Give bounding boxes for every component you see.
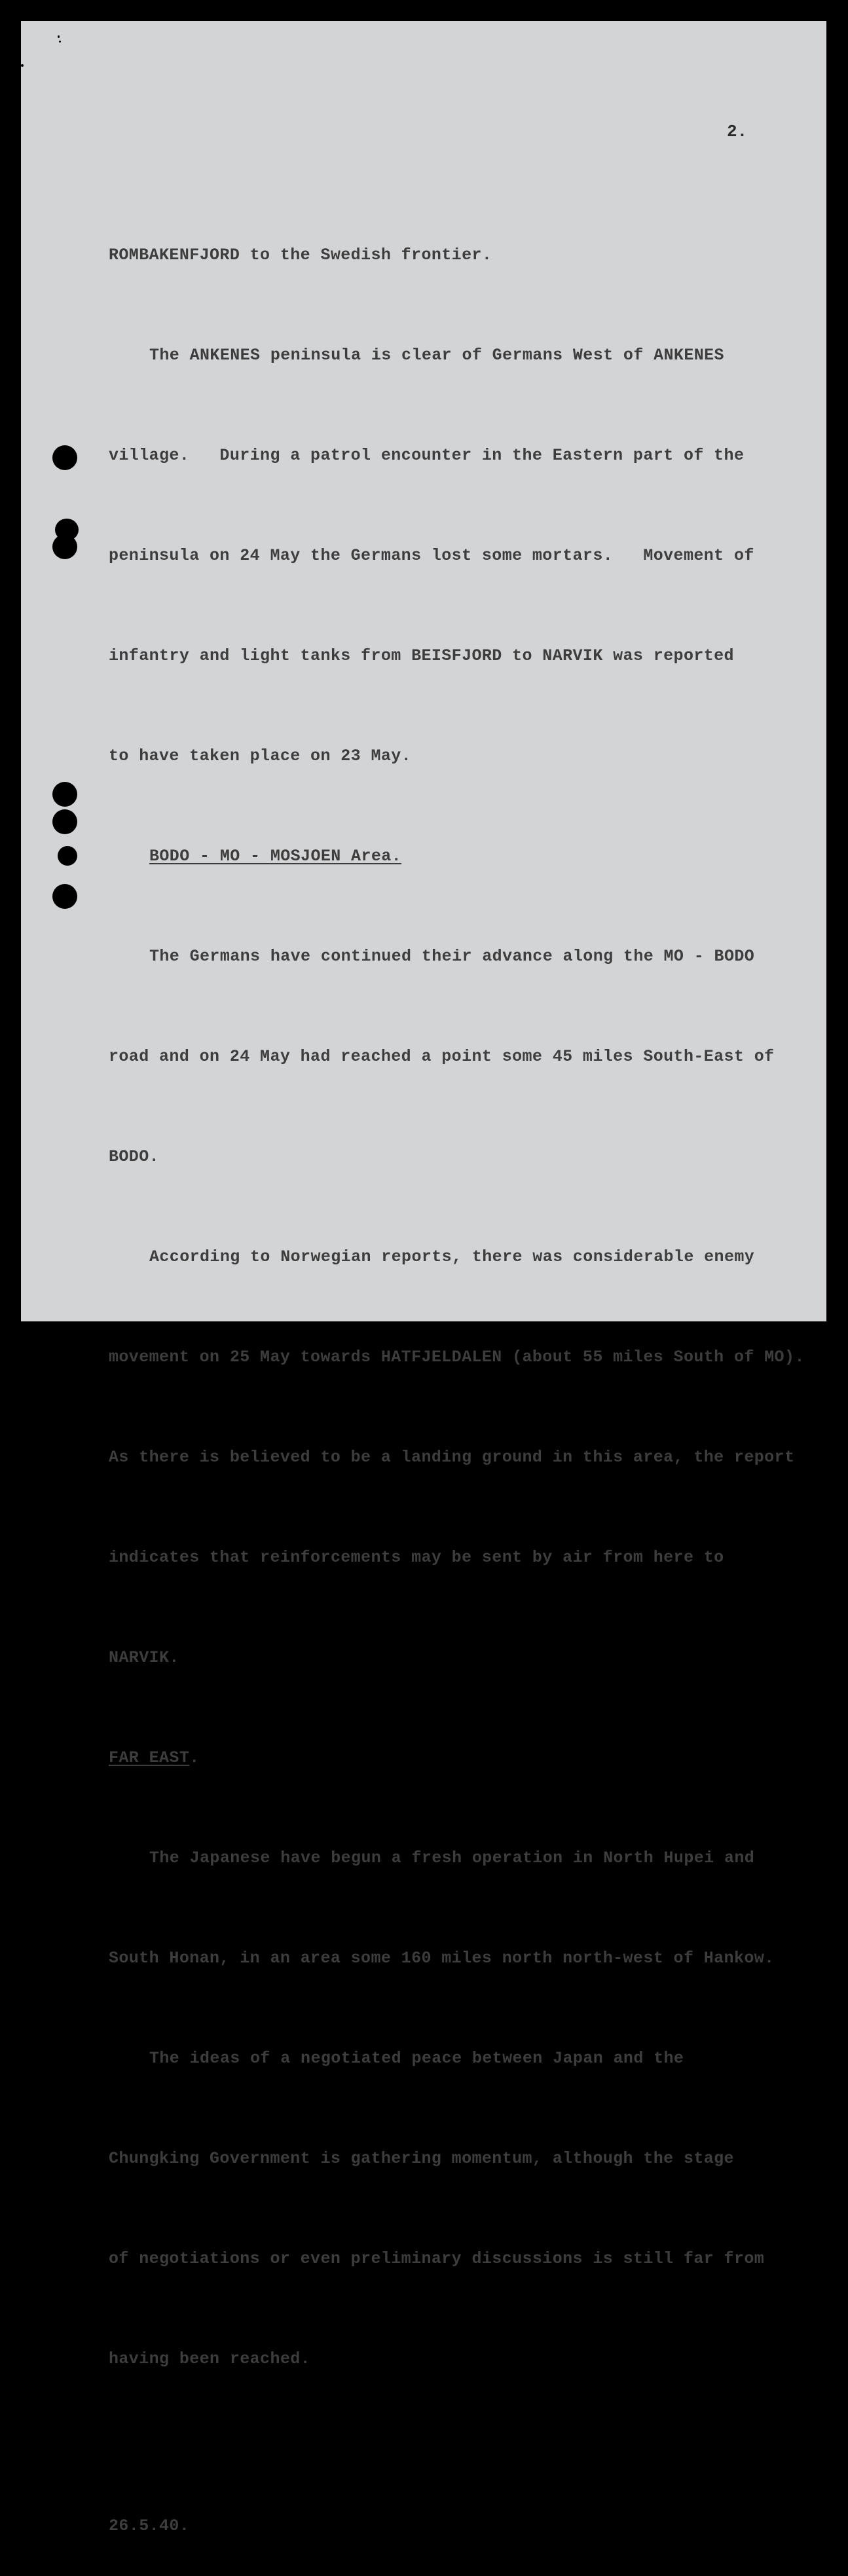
stray-mark <box>59 41 61 43</box>
text-line: The ANKENES peninsula is clear of Germans West of ANKENES <box>149 346 724 365</box>
text-line: infantry and light tanks from BEISFJORD to NARVIK was reported <box>109 646 734 665</box>
text-line: BODO. <box>109 1147 160 1166</box>
punch-hole <box>58 846 77 866</box>
text-line: NARVIK. <box>109 1648 179 1667</box>
text-line: of negotiations or even preliminary discussions is still far from <box>109 2249 765 2268</box>
text-line: South Honan, in an area some 160 miles north north-west of Hankow. <box>109 1949 775 1968</box>
text-line: village. During a patrol encounter in the Eastern part of the <box>109 446 745 465</box>
punch-hole <box>52 534 77 559</box>
stray-mark <box>21 64 24 67</box>
section-heading-period: . <box>189 1748 200 1767</box>
punch-hole <box>52 884 77 909</box>
section-heading-text: BODO - MO - MOSJOEN Area. <box>149 847 402 866</box>
text-line: having been reached. <box>109 2349 311 2368</box>
section-heading <box>109 1741 829 1775</box>
text-line: The ideas of a negotiated peace between Japan and the <box>149 2049 684 2068</box>
section-heading-text: FAR EAST <box>109 1748 190 1767</box>
text-line: According to Norwegian reports, there was considerable enemy <box>149 1247 755 1266</box>
text-line: movement on 25 May towards HATFJELDALEN (about 55 miles South of MO). <box>109 1348 805 1367</box>
text-line: As there is believed to be a landing ground in this area, the report <box>109 1448 795 1467</box>
punch-hole <box>52 782 77 807</box>
punch-hole <box>52 809 77 834</box>
page-number: 2. <box>727 122 748 141</box>
text-line: peninsula on 24 May the Germans lost some mortars. Movement of <box>109 546 754 565</box>
text-line: road and on 24 May had reached a point some 45 miles South-East of <box>109 1047 775 1066</box>
punch-hole <box>52 445 77 470</box>
document-body <box>109 172 829 2576</box>
stray-mark <box>58 35 60 38</box>
text-line: The Germans have continued their advance along the MO - BODO <box>149 947 755 966</box>
text-line: ROMBAKENFJORD to the Swedish frontier. <box>109 246 492 265</box>
document-date: 26.5.40. <box>109 2516 190 2535</box>
text-line: to have taken place on 23 May. <box>109 746 412 765</box>
text-line: indicates that reinforcements may be sent by air from here to <box>109 1548 724 1567</box>
section-heading <box>109 839 829 873</box>
text-line: The Japanese have begun a fresh operation in North Hupei and <box>149 1849 755 1868</box>
text-line: Chungking Government is gathering momentum, although the stage <box>109 2149 734 2168</box>
